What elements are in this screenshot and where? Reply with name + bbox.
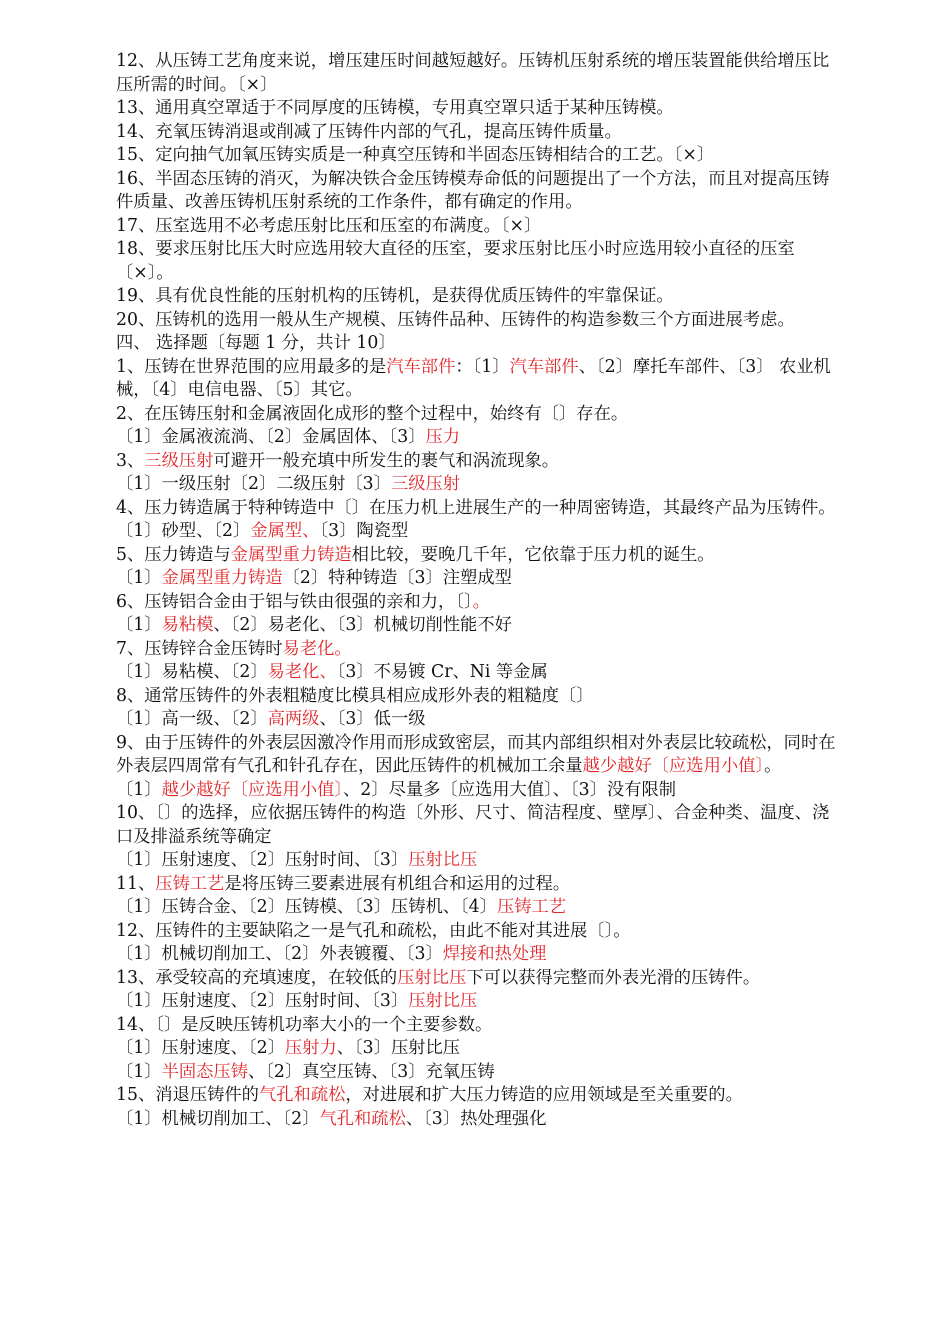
- answer-highlight: 高两级: [267, 709, 320, 729]
- text-segment: 、2〕尽量多〔应选用大值〕、〔3〕没有限制: [343, 779, 677, 800]
- text-segment: 13、通用真空罩适于不同厚度的压铸模，专用真空罩只适于某种压铸模。: [116, 98, 674, 118]
- text-line: [116, 1014, 836, 1038]
- text-line: [116, 332, 836, 356]
- answer-highlight: 汽车部件: [386, 356, 456, 377]
- text-segment: 〔1〕一级压射〔2〕二级压射〔3〕: [116, 474, 391, 494]
- text-segment: 20、压铸机的选用一般从生产规模、压铸件品种、压铸件的构造参数三个方面进展考虑。: [116, 309, 795, 330]
- answer-highlight: 汽车部件: [509, 356, 579, 377]
- text-segment: 15、定向抽气加氧压铸实质是一种真空压铸和半固态压铸相结合的工艺。〔×〕: [116, 145, 715, 165]
- text-segment: 12、压铸件的主要缺陷之一是气孔和疏松，由此不能对其进展〔〕。: [116, 920, 631, 941]
- text-segment: 〔1〕: [116, 1061, 162, 1082]
- answer-highlight: 压力: [425, 427, 461, 447]
- text-segment: 16、半固态压铸的消灭，为解决铁合金压铸模寿命低的问题提出了一个方法，而且对提高压铸件质量、改善压铸机压射系统的工作条件，都有确定的作用。: [116, 168, 830, 212]
- text-line: [116, 121, 836, 145]
- text-segment: 5、压力铸造与: [116, 544, 231, 565]
- text-line: [116, 50, 836, 97]
- text-line: [116, 896, 836, 920]
- text-line: [116, 97, 836, 121]
- text-line: [116, 403, 836, 427]
- text-segment: 14、〔〕是反映压铸机功率大小的一个主要参数。: [116, 1014, 493, 1035]
- text-line: [116, 802, 836, 849]
- text-line: [116, 591, 836, 615]
- text-segment: ，对进展和扩大压力铸造的应用领域是至关重要的。: [345, 1085, 743, 1105]
- text-segment: 、〔3〕热处理强化: [405, 1108, 547, 1129]
- answer-highlight: 。: [472, 591, 490, 612]
- answer-highlight: 金属型重力铸造: [230, 544, 352, 565]
- text-line: [116, 732, 836, 779]
- text-line: [116, 1084, 836, 1108]
- text-segment: 8、通常压铸件的外表粗糙度比模具相应成形外表的粗糙度〔〕: [116, 685, 594, 706]
- text-segment: 〔1〕机械切削加工、〔2〕外表镀覆、〔3〕: [116, 944, 443, 964]
- text-line: [116, 661, 836, 685]
- text-segment: 〔1〕砂型、〔2〕: [116, 521, 251, 541]
- answer-highlight: 三级压射: [144, 450, 214, 471]
- text-segment: 、〔2〕易老化、〔3〕机械切削性能不好: [213, 615, 512, 635]
- answer-highlight: 三级压射: [390, 474, 461, 494]
- text-line: [116, 168, 836, 215]
- text-line: [116, 708, 836, 732]
- text-segment: 〔2〕特种铸造〔3〕注塑成型: [282, 568, 512, 588]
- text-segment: 〔1〕压射速度、〔2〕: [116, 1038, 285, 1058]
- text-segment: 17、压室选用不必考虑压射比压和压室的布满度。〔×〕: [116, 215, 542, 236]
- text-segment: 1、压铸在世界范围的应用最多的是: [116, 356, 387, 377]
- answer-highlight: 半固态压铸: [161, 1061, 248, 1082]
- answer-highlight: 压铸工艺: [496, 897, 567, 917]
- text-segment: ：〔1〕: [455, 356, 510, 377]
- text-line: [116, 849, 836, 873]
- text-line: [116, 567, 836, 591]
- text-segment: 12、从压铸工艺角度来说，增压建压时间越短越好。压铸机压射系统的增压装置能供给增压比压所需的时间。〔×〕: [116, 51, 830, 95]
- text-line: [116, 450, 836, 474]
- answer-highlight: 压射比压: [408, 850, 478, 870]
- answer-highlight: 金属型、: [250, 521, 320, 541]
- text-segment: 〔1〕机械切削加工、〔2〕: [116, 1108, 320, 1129]
- text-segment: 〔1〕: [116, 615, 162, 635]
- text-line: [116, 285, 836, 309]
- text-line: [116, 685, 836, 709]
- answer-highlight: 越少越好〔应选用小值〕: [582, 756, 765, 776]
- answer-highlight: 金属型重力铸造: [161, 568, 283, 588]
- text-segment: 6、压铸铝合金由于铝与铁由很强的亲和力，〔〕: [116, 591, 473, 612]
- text-segment: 〔3〕不易镀 Cr、Ni 等金属: [336, 662, 548, 682]
- text-line: [116, 473, 836, 497]
- text-segment: 、〔2〕真空压铸、〔3〕充氧压铸: [247, 1061, 495, 1082]
- text-segment: 13、承受较高的充填速度，在较低的: [116, 967, 398, 988]
- answer-highlight: 气孔和疏松: [258, 1085, 346, 1105]
- text-segment: 〔3〕陶瓷型: [319, 521, 409, 541]
- text-segment: 可避开一般充填中所发生的裹气和涡流现象。: [213, 450, 560, 471]
- text-segment: 〔1〕: [116, 568, 162, 588]
- text-segment: 、〔3〕低一级: [319, 709, 426, 729]
- answer-highlight: 压射比压: [397, 967, 467, 988]
- text-line: [116, 873, 836, 897]
- text-line: [116, 920, 836, 944]
- text-segment: 9、由于压铸件的外表层因激冷作用而形成致密层，而其内部组织相对外表层比较疏松，同时在外表层四周常有气孔和针孔存在，因此压铸件的机械加工余量: [116, 732, 836, 776]
- text-line: [116, 544, 836, 568]
- text-segment: 15、消退压铸件的: [116, 1085, 259, 1105]
- text-line: [116, 1061, 836, 1085]
- text-segment: 〔1〕金属液流淌、〔2〕金属固体、〔3〕: [116, 427, 426, 447]
- answer-highlight: 压射力: [284, 1038, 337, 1058]
- text-segment: 下可以获得完整而外表光滑的压铸件。: [466, 967, 761, 988]
- text-segment: 10、〔〕的选择，应依据压铸件的构造〔外形、尺寸、简洁程度、壁厚〕、合金种类、温度、浇口及排溢系统等确定: [116, 803, 830, 847]
- text-line: [116, 1037, 836, 1061]
- document-body: [116, 50, 836, 1131]
- answer-highlight: 越少越好〔应选用小值〕: [161, 779, 344, 800]
- text-segment: 18、要求压射比压大时应选用较大直径的压室，要求压射比压小时应选用较小直径的压室〔×〕。: [116, 239, 795, 283]
- text-segment: 〔1〕易粘模、〔2〕: [116, 662, 268, 682]
- text-segment: 7、压铸锌合金压铸时: [116, 638, 283, 659]
- answer-highlight: 焊接和热处理: [442, 944, 547, 964]
- text-line: [116, 238, 836, 285]
- answer-highlight: 易粘模: [161, 615, 214, 635]
- text-line: [116, 497, 836, 521]
- answer-highlight: 气孔和疏松: [319, 1108, 406, 1129]
- text-segment: 14、充氧压铸消退或削减了压铸件内部的气孔，提高压铸件质量。: [116, 121, 622, 142]
- text-segment: 、〔3〕压射比压: [336, 1038, 461, 1058]
- text-line: [116, 638, 836, 662]
- text-line: [116, 990, 836, 1014]
- text-segment: 是将压铸三要素进展有机组合和运用的过程。: [224, 873, 571, 894]
- text-segment: 3、: [116, 450, 145, 471]
- text-line: [116, 520, 836, 544]
- text-segment: 、〔2〕摩托车部件、〔3〕 农业机械，〔4〕电信电器、〔5〕其它。: [116, 356, 831, 400]
- answer-highlight: 易老化、: [267, 662, 337, 682]
- text-segment: 4、压力铸造属于特种铸造中〔〕在压力机上进展生产的一种周密铸造，其最终产品为压铸件。: [116, 497, 836, 518]
- text-segment: 四、 选择题〔每题 1 分，共计 10〕: [116, 333, 396, 353]
- text-segment: 相比较，要晚几千年，它依靠于压力机的诞生。: [351, 544, 715, 565]
- text-segment: 〔1〕: [116, 779, 162, 800]
- text-segment: 〔1〕压射速度、〔2〕压射时间、〔3〕: [116, 991, 409, 1011]
- text-line: [116, 967, 836, 991]
- text-segment: 。: [764, 756, 782, 776]
- text-line: [116, 309, 836, 333]
- text-line: [116, 215, 836, 239]
- text-segment: 19、具有优良性能的压射机构的压铸机，是获得优质压铸件的牢靠保证。: [116, 286, 674, 306]
- answer-highlight: 易老化。: [282, 638, 352, 659]
- text-line: [116, 1108, 836, 1132]
- text-line: [116, 943, 836, 967]
- text-line: [116, 426, 836, 450]
- text-line: [116, 356, 836, 403]
- answer-highlight: 压铸工艺: [155, 873, 225, 894]
- text-segment: 〔1〕压铸合金、〔2〕压铸模、〔3〕压铸机、〔4〕: [116, 897, 497, 917]
- text-segment: 〔1〕压射速度、〔2〕压射时间、〔3〕: [116, 850, 409, 870]
- text-line: [116, 614, 836, 638]
- text-segment: 2、在压铸压射和金属液固化成形的整个过程中，始终有〔〕存在。: [116, 403, 629, 424]
- text-line: [116, 779, 836, 803]
- text-segment: 11、: [116, 873, 156, 894]
- answer-highlight: 压射比压: [408, 991, 478, 1011]
- text-segment: 〔1〕高一级、〔2〕: [116, 709, 268, 729]
- text-line: [116, 144, 836, 168]
